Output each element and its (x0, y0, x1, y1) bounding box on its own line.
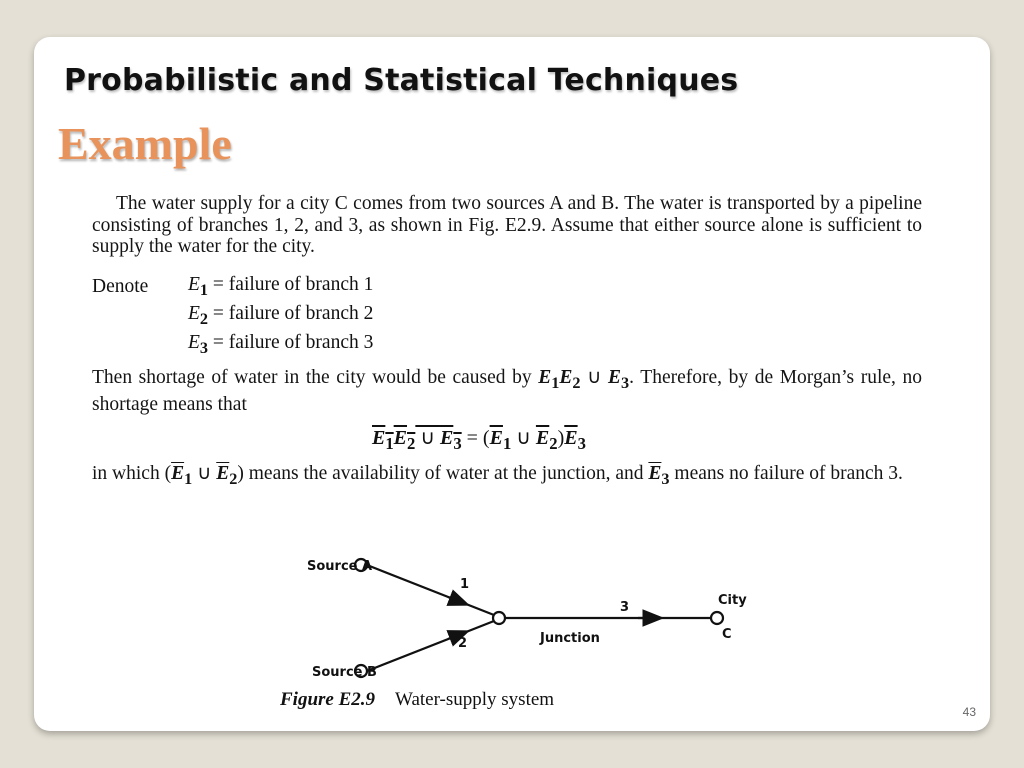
definition-row (92, 272, 373, 301)
definition-row (92, 301, 373, 330)
shortage-text-start: Then shortage of water in the city would be caused by (92, 367, 532, 388)
figure-caption (280, 689, 554, 711)
availability-text-end: means no failure of branch 3. (674, 463, 903, 484)
branch-2-pipe (367, 621, 494, 671)
slide-title: Probabilistic and Statistical Techniques (64, 63, 739, 98)
source-b-label: Source B (312, 665, 377, 680)
definition-symbol: E (188, 302, 200, 324)
branch-1-pipe (367, 565, 494, 615)
figure-number: Figure E2.9 (280, 689, 376, 710)
water-supply-diagram (268, 552, 768, 692)
slide-subtitle: Example (58, 118, 232, 169)
branch-3-label: 3 (620, 600, 630, 615)
branch-1-label: 1 (460, 577, 470, 592)
branch-1-arrow (448, 597, 466, 604)
junction-label: Junction (540, 631, 600, 646)
page-number: 43 (962, 705, 976, 719)
branch-2-label: 2 (458, 636, 468, 651)
definition-subscript: 3 (199, 338, 209, 357)
availability-text-middle: means the availability of water at the junction, and (248, 463, 644, 484)
junction-node (493, 612, 505, 624)
city-label: City (718, 593, 747, 608)
definition-subscript: 2 (199, 309, 209, 328)
availability-paragraph: in which ($\overline{E}_1$ ∪ $\overline{E}_2$) means the availability of water at the junction, and $\overline{E}_3$ means no failure of branch 3. (92, 463, 903, 488)
de-morgan-equation: $E_1E_2$ ∪ $E_3 = (\overline{E}_1$ ∪ $\overline{E}_2)\overline{E}_3$ (372, 427, 586, 453)
slide (34, 37, 990, 731)
source-a-label: Source A (307, 559, 373, 574)
definitions-list (92, 272, 373, 359)
city-letter-label: C (722, 627, 732, 642)
availability-text-start: in which (92, 463, 160, 484)
definition-text: = failure of branch 2 (212, 302, 374, 324)
shortage-paragraph: Then shortage of water in the city would be caused by $E_1E_2$ ∪ $E_3$. Therefore, by de Morgan’s rule, no shortage means that (92, 367, 923, 416)
definition-text: = failure of branch 1 (212, 273, 374, 295)
denote-label: Denote (92, 275, 149, 297)
definition-text: = failure of branch 3 (212, 331, 374, 353)
figure-caption-text: Water-supply system (395, 689, 555, 710)
city-node (711, 612, 723, 624)
definition-symbol: E (188, 273, 200, 295)
definition-symbol: E (188, 331, 200, 353)
definition-subscript: 1 (199, 280, 209, 299)
intro-paragraph: The water supply for a city C comes from two sources A and B. The water is transported by a pipeline consisting of branches 1, 2, and 3, as shown in Fig. E2.9. Assume that either source alone is sufficient to supply the water for the city. (92, 193, 922, 257)
shortage-text-end: . Therefore, by de Morgan’s rule, no shortage means that (92, 367, 923, 416)
definition-row (92, 330, 373, 359)
